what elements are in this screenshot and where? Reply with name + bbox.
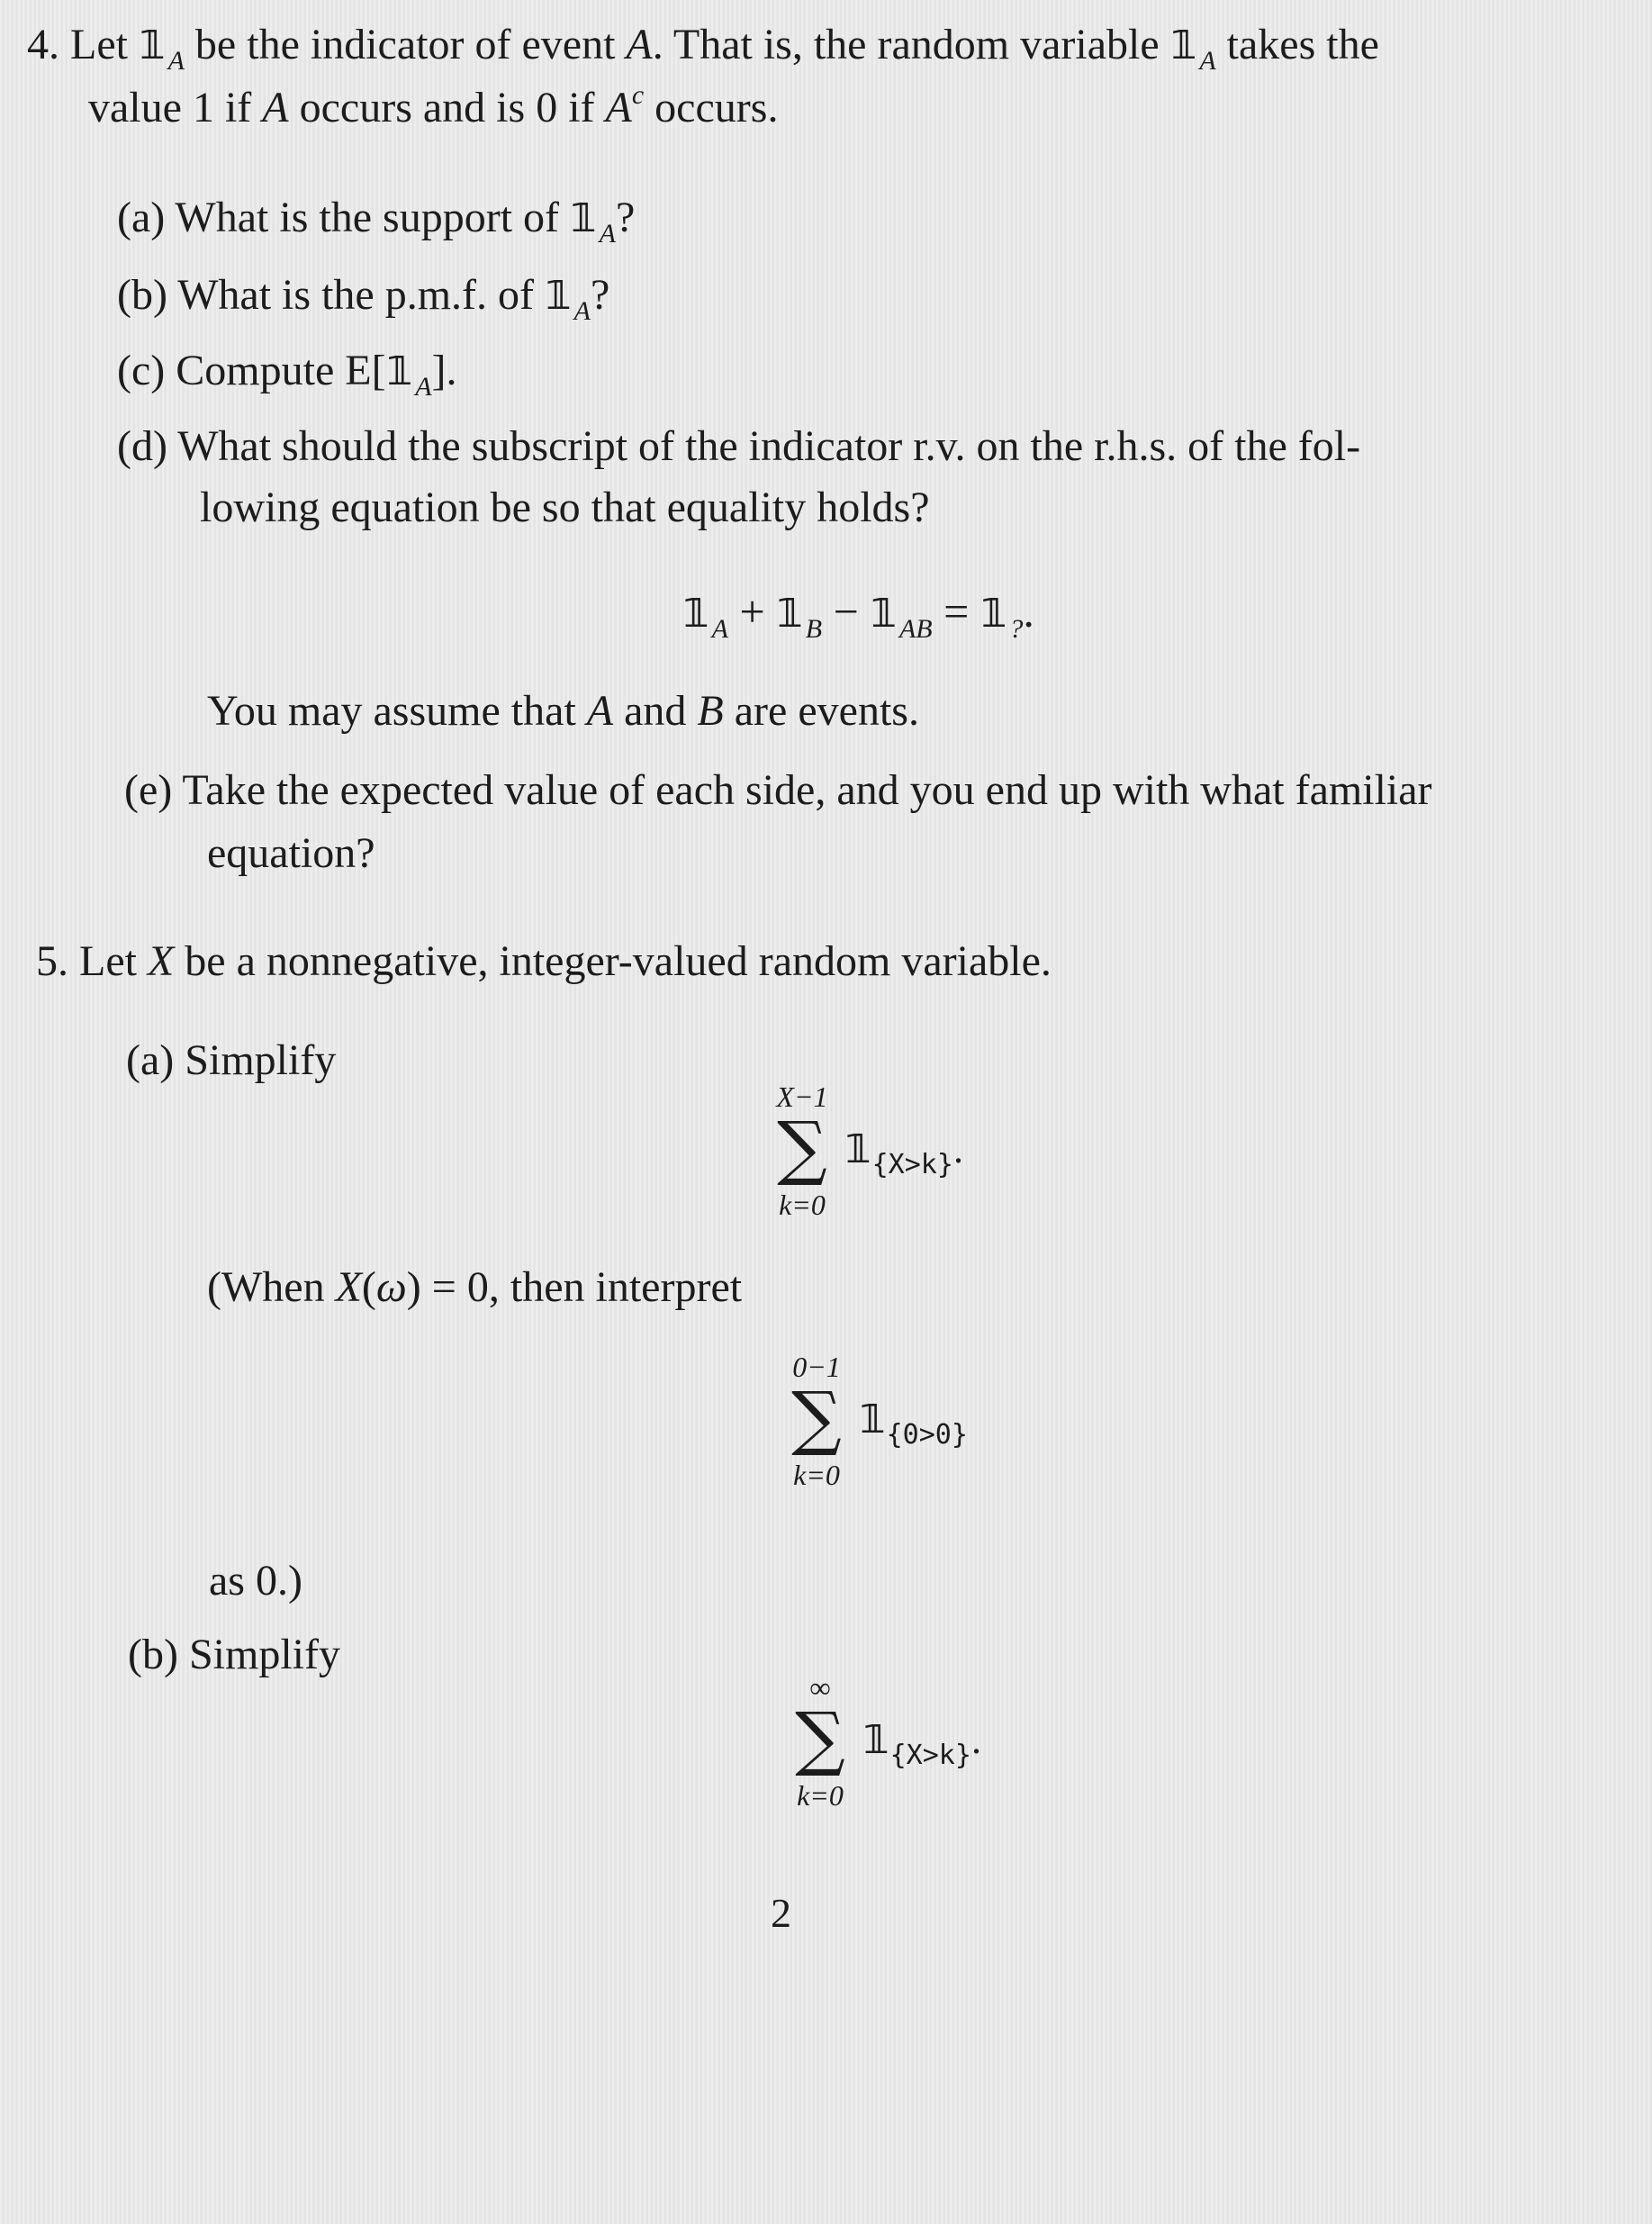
indicator-symbol: 𝟙 [862,1717,890,1763]
problem-4e-line1 [124,764,1432,818]
text: be the indicator of event [184,21,627,68]
text: are events. [723,687,919,735]
text: occurs and is 0 if [288,84,606,131]
text: ? [590,271,610,319]
problem-5a-as-zero [209,1554,302,1608]
text: ? [615,194,636,241]
part-label: (a) [117,194,166,241]
problem-4-number: 4. [27,21,59,68]
indicator-symbol: 𝟙 [776,591,804,637]
text: as 0.) [209,1557,302,1605]
text: . [1023,586,1034,637]
part-label: (a) [126,1036,175,1084]
text: ) = 0, then interpret [406,1263,743,1311]
sum-term [844,1126,963,1180]
text: You may assume that [207,687,587,735]
summation-3 [780,1671,1014,1824]
sum-term [859,1397,968,1451]
operator: + [727,586,777,637]
sum-lower-limit: k=0 [779,1189,826,1221]
subscript: A [415,372,432,402]
variable-symbol: X [335,1263,362,1311]
operator: = [932,586,980,637]
sum-lower-limit: k=0 [793,1459,840,1491]
sum-upper-limit: X−1 [776,1080,828,1113]
subscript: A [167,46,185,76]
variable-symbol: X [147,937,175,985]
text: ]. [431,347,457,394]
problem-4e-line2 [207,827,375,881]
text: What is the support of [175,194,571,241]
indicator-symbol: 𝟙 [844,1126,872,1172]
sigma-symbol: ∑ [791,1378,842,1459]
sum-upper-limit: 0−1 [792,1351,841,1383]
event-symbol: B [697,687,724,735]
indicator-symbol: 𝟙 [682,591,710,637]
indicator-equation [682,585,1034,644]
event-symbol: A [262,84,289,131]
subscript: A [599,219,616,249]
indicator-symbol: 𝟙 [138,23,167,68]
operator: − [822,586,871,637]
text: Let [70,21,139,68]
text: (When [207,1263,336,1311]
problem-4d-note [207,684,919,738]
problem-5a [126,1034,336,1088]
page-number: 2 [771,1890,791,1936]
problem-4c [117,344,457,403]
subscript: A [711,614,728,644]
indicator-symbol: 𝟙 [859,1397,887,1442]
text: value 1 if [88,84,263,131]
problem-5a-when [207,1261,742,1315]
sigma-symbol: ∑ [777,1107,827,1189]
text: Compute E[ [176,347,386,394]
text: Simplify [188,1631,340,1678]
problem-4a [117,191,635,250]
problem-5b [128,1628,340,1682]
event-symbol: A [626,21,653,68]
summation-1 [762,1080,996,1234]
indicator-symbol: 𝟙 [1169,23,1198,68]
event-symbol: A [605,84,632,131]
indicator-symbol: 𝟙 [570,195,598,241]
summation-2 [776,1351,1010,1504]
text: Simplify [185,1036,337,1084]
problem-4-intro-line1 [27,18,1379,77]
subscript: A [573,296,591,326]
indicator-set: {X>k} [871,1149,953,1180]
subscript: A [1199,46,1216,76]
part-label: (e) [124,766,173,814]
indicator-symbol: 𝟙 [979,591,1008,637]
part-label: (b) [117,271,167,319]
event-symbol: A [586,687,614,735]
omega-symbol: ω [375,1263,407,1311]
text: takes the [1215,21,1379,68]
text: What is the p.m.f. of [177,271,546,319]
text: lowing equation be so that equality holds? [200,484,930,531]
subscript: AB [898,614,933,644]
text: Take the expected value of each side, and you end up with what familiar [182,766,1432,814]
indicator-set: {X>k} [889,1740,971,1771]
text: . [970,1718,981,1762]
part-label: (d) [117,422,167,470]
problem-4b [117,268,609,328]
sum-upper-limit: ∞ [809,1671,831,1704]
indicator-set: {0>0} [886,1419,968,1451]
problem-4d-line1 [117,420,1360,474]
superscript: c [631,80,645,110]
part-label: (b) [128,1631,178,1678]
sum-lower-limit: k=0 [797,1779,844,1812]
problem-5-number: 5. [36,937,68,985]
problem-4d-line2 [200,481,930,535]
indicator-symbol: 𝟙 [385,348,414,394]
text: Let [79,937,148,985]
text: be a nonnegative, integer-valued random variable. [174,937,1052,985]
problem-4-intro-line2 [88,81,778,140]
text: ( [361,1263,376,1311]
indicator-symbol: 𝟙 [870,591,898,637]
text: . [952,1127,963,1171]
text: . That is, the random variable [652,21,1170,68]
subscript: ? [1009,614,1024,644]
subscript: B [805,614,823,644]
sum-term [862,1717,981,1771]
sigma-symbol: ∑ [795,1698,845,1779]
text: and [613,687,698,735]
text: equation? [207,829,375,877]
text: What should the subscript of the indicator r.v. on the r.h.s. of the fol- [177,422,1361,470]
part-label: (c) [117,347,166,394]
indicator-symbol: 𝟙 [545,273,573,319]
text: occurs. [644,84,779,131]
problem-5-intro [36,935,1052,989]
